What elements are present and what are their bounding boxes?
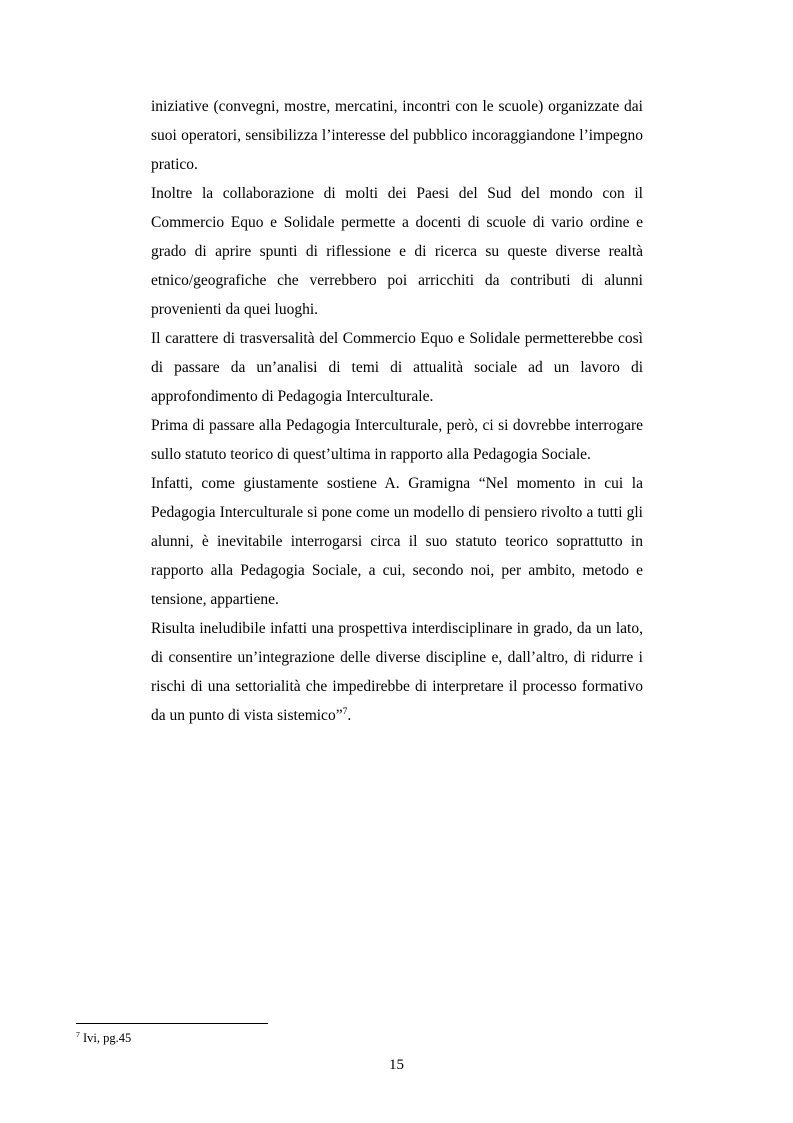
paragraph-3: Il carattere di trasversalità del Commercio Equo e Solidale permetterebbe così di passare da un’analisi di temi di attualità sociale ad un lavoro di approfondimento di Pedagogia Interculturale. [151, 330, 643, 405]
paragraph-1: iniziative (convegni, mostre, mercatini, incontri con le scuole) organizzate dai suoi operatori, sensibilizza l’interesse del pubblico incoraggiandone l’impegno pratico. [151, 98, 643, 173]
paragraph-2: Inoltre la collaborazione di molti dei Paesi del Sud del mondo con il Commercio Equo e Solidale permette a docenti di scuole di vario ordine e grado di aprire spunti di riflessione e di ricerca su queste diverse realtà etnico/geografiche che verrebbero poi arricchiti da contributi di alunni provenienti da quei luoghi. [151, 185, 643, 318]
paragraph-4: Prima di passare alla Pedagogia Interculturale, però, ci si dovrebbe interrogare sullo statuto teorico di quest’ultima in rapporto alla Pedagogia Sociale. [151, 417, 643, 463]
footnote [76, 1030, 131, 1046]
paragraph-5: Infatti, come giustamente sostiene A. Gramigna “Nel momento in cui la Pedagogia Interculturale si pone come un modello di pensiero rivolto a tutti gli alunni, è inevitabile interrogarsi circa il suo statuto teorico soprattutto in rapporto alla Pedagogia Sociale, a cui, secondo noi, per ambito, metodo e tensione, appartiene. [151, 475, 643, 608]
footnote-reference: 7 [342, 705, 348, 717]
paragraph-6-text: Risulta ineludibile infatti una prospettiva interdisciplinare in grado, da un lato, di consentire un’integrazione delle diverse discipline e, dall’altro, di ridurre i rischi di una settorialità che impedirebbe di interpretare il processo formativo da un punto di vista sistemico” [151, 620, 643, 724]
paragraph-6 [151, 614, 643, 730]
paragraph-6-end: . [347, 707, 352, 724]
footnote-marker: 7 [76, 1029, 80, 1039]
footnote-text: Ivi, pg.45 [79, 1031, 132, 1045]
page-number: 15 [389, 1057, 404, 1073]
footnote-divider [76, 1023, 268, 1024]
body-text [151, 92, 643, 730]
